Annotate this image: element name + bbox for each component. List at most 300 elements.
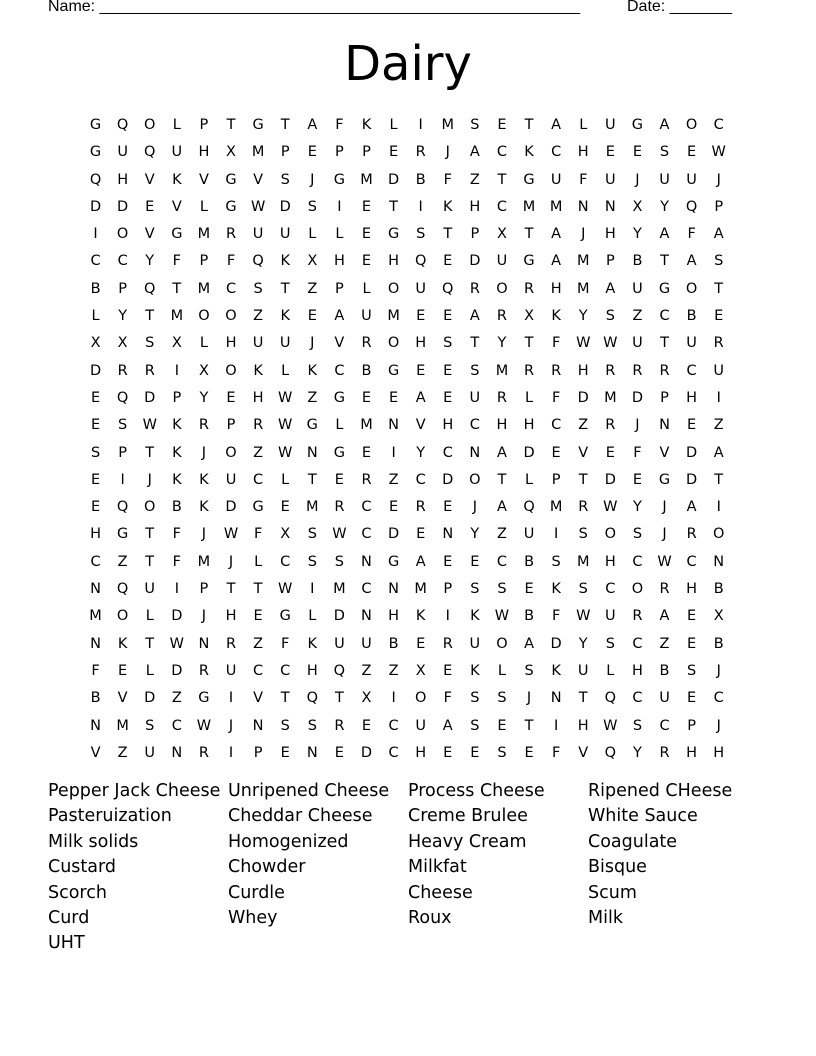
grid-letter[interactable]: H xyxy=(496,417,508,434)
grid-letter[interactable]: M xyxy=(387,308,400,325)
grid-letter[interactable]: E xyxy=(361,717,372,734)
grid-letter[interactable]: F xyxy=(551,608,561,625)
grid-letter[interactable]: H xyxy=(604,226,616,243)
grid-letter[interactable]: S xyxy=(470,690,480,707)
grid-letter[interactable]: E xyxy=(443,662,453,679)
grid-letter[interactable]: P xyxy=(714,198,724,215)
grid-letter[interactable]: L xyxy=(606,662,615,679)
grid-letter[interactable]: E xyxy=(524,581,534,598)
grid-letter[interactable]: M xyxy=(549,499,563,516)
grid-letter[interactable]: V xyxy=(253,690,264,707)
grid-letter[interactable]: S xyxy=(632,526,643,543)
grid-letter[interactable]: P xyxy=(253,744,263,761)
grid-letter[interactable]: N xyxy=(361,553,372,570)
grid-letter[interactable]: B xyxy=(686,308,697,325)
grid-letter[interactable]: S xyxy=(280,171,290,188)
grid-letter[interactable]: J xyxy=(526,690,532,707)
grid-letter[interactable]: D xyxy=(442,471,454,488)
grid-letter[interactable]: K xyxy=(280,308,290,325)
grid-letter[interactable]: J xyxy=(201,444,207,461)
grid-letter[interactable]: N xyxy=(90,635,101,652)
grid-letter[interactable]: D xyxy=(89,198,102,215)
grid-letter[interactable]: H xyxy=(252,389,264,406)
grid-letter[interactable]: T xyxy=(145,308,155,325)
grid-letter[interactable]: D xyxy=(144,389,156,406)
grid-letter[interactable]: E xyxy=(416,635,426,652)
grid-letter[interactable]: S xyxy=(632,717,643,734)
grid-letter[interactable]: S xyxy=(497,690,507,707)
grid-letter[interactable]: T xyxy=(145,553,155,570)
grid-letter[interactable]: I xyxy=(310,581,315,598)
grid-letter[interactable]: Y xyxy=(416,444,426,461)
grid-letter[interactable]: K xyxy=(172,171,182,188)
grid-letter[interactable]: T xyxy=(497,171,507,188)
grid-letter[interactable]: T xyxy=(470,335,480,352)
grid-letter[interactable]: L xyxy=(281,362,290,379)
grid-letter[interactable]: I xyxy=(716,389,721,406)
grid-letter[interactable]: L xyxy=(308,608,317,625)
grid-letter[interactable]: F xyxy=(551,744,561,761)
grid-letter[interactable]: W xyxy=(278,444,293,461)
grid-letter[interactable]: R xyxy=(551,362,562,379)
grid-letter[interactable]: J xyxy=(228,553,234,570)
grid-letter[interactable]: S xyxy=(659,144,670,161)
grid-letter[interactable]: A xyxy=(415,389,426,406)
grid-letter[interactable]: H xyxy=(90,526,101,543)
grid-letter[interactable]: G xyxy=(387,362,400,379)
grid-letter[interactable]: Z xyxy=(307,280,318,297)
grid-letter[interactable]: C xyxy=(632,635,643,652)
grid-letter[interactable]: W xyxy=(278,389,293,406)
grid-letter[interactable]: T xyxy=(443,226,453,243)
grid-letter[interactable]: M xyxy=(197,226,211,243)
grid-letter[interactable]: T xyxy=(280,690,290,707)
grid-letter[interactable]: F xyxy=(633,444,642,461)
grid-letter[interactable]: D xyxy=(550,635,562,652)
grid-letter[interactable]: R xyxy=(469,280,480,297)
grid-letter[interactable]: V xyxy=(578,444,589,461)
grid-letter[interactable]: P xyxy=(172,389,182,406)
grid-letter[interactable]: B xyxy=(90,690,101,707)
grid-letter[interactable]: M xyxy=(197,553,211,570)
grid-letter[interactable]: U xyxy=(469,389,481,406)
grid-letter[interactable]: B xyxy=(388,635,399,652)
grid-letter[interactable]: K xyxy=(415,608,426,625)
grid-letter[interactable]: C xyxy=(171,717,182,734)
grid-letter[interactable]: R xyxy=(713,335,724,352)
grid-letter[interactable]: U xyxy=(605,171,616,188)
grid-letter[interactable]: D xyxy=(171,662,183,679)
grid-letter[interactable]: L xyxy=(335,226,344,243)
grid-letter[interactable]: Z xyxy=(388,662,399,679)
grid-letter[interactable]: O xyxy=(496,280,508,297)
grid-letter[interactable]: W xyxy=(576,335,591,352)
grid-letter[interactable]: I xyxy=(418,198,423,215)
grid-letter[interactable]: M xyxy=(116,717,129,734)
grid-letter[interactable]: V xyxy=(253,171,264,188)
grid-letter[interactable]: R xyxy=(442,635,453,652)
grid-letter[interactable]: R xyxy=(144,362,155,379)
grid-letter[interactable]: U xyxy=(117,144,128,161)
grid-letter[interactable]: Z xyxy=(632,308,643,325)
grid-letter[interactable]: K xyxy=(280,253,290,270)
grid-letter[interactable]: G xyxy=(252,499,264,516)
grid-letter[interactable]: P xyxy=(118,444,128,461)
grid-letter[interactable]: Q xyxy=(144,144,156,161)
grid-letter[interactable]: U xyxy=(361,635,372,652)
grid-letter[interactable]: V xyxy=(144,171,155,188)
grid-letter[interactable]: I xyxy=(391,690,396,707)
grid-letter[interactable]: H xyxy=(577,144,589,161)
grid-letter[interactable]: H xyxy=(415,744,427,761)
grid-letter[interactable]: S xyxy=(578,526,588,543)
grid-letter[interactable]: G xyxy=(387,226,400,243)
grid-letter[interactable]: U xyxy=(334,635,345,652)
grid-letter[interactable]: S xyxy=(497,581,507,598)
grid-letter[interactable]: J xyxy=(662,499,667,516)
grid-letter[interactable]: C xyxy=(253,662,264,679)
grid-letter[interactable]: S xyxy=(497,744,507,761)
grid-letter[interactable]: R xyxy=(659,744,670,761)
grid-letter[interactable]: F xyxy=(551,335,561,352)
grid-letter[interactable]: S xyxy=(443,335,453,352)
grid-letter[interactable]: J xyxy=(635,171,640,188)
grid-letter[interactable]: V xyxy=(659,444,670,461)
grid-letter[interactable]: A xyxy=(659,226,670,243)
grid-letter[interactable]: V xyxy=(171,198,182,215)
grid-letter[interactable]: U xyxy=(144,744,156,761)
grid-letter[interactable]: E xyxy=(361,198,372,215)
grid-letter[interactable]: D xyxy=(171,608,183,625)
grid-letter[interactable]: D xyxy=(360,744,373,761)
grid-letter[interactable]: X xyxy=(713,608,724,625)
grid-letter[interactable]: C xyxy=(496,553,508,570)
grid-letter[interactable]: P xyxy=(118,280,128,297)
grid-letter[interactable]: U xyxy=(225,662,237,679)
grid-letter[interactable]: H xyxy=(388,608,400,625)
grid-letter[interactable]: E xyxy=(687,608,697,625)
grid-letter[interactable]: C xyxy=(496,144,508,161)
grid-letter[interactable]: Q xyxy=(116,389,129,406)
grid-letter[interactable]: T xyxy=(578,690,588,707)
grid-letter[interactable]: O xyxy=(225,308,237,325)
grid-letter[interactable]: C xyxy=(388,717,399,734)
grid-letter[interactable]: O xyxy=(225,362,237,379)
grid-letter[interactable]: L xyxy=(254,553,263,570)
grid-letter[interactable]: N xyxy=(306,444,318,461)
grid-letter[interactable]: B xyxy=(524,608,535,625)
grid-letter[interactable]: Y xyxy=(632,744,642,761)
grid-letter[interactable]: R xyxy=(686,526,697,543)
grid-letter[interactable]: A xyxy=(496,444,507,461)
grid-letter[interactable]: M xyxy=(360,171,373,188)
grid-letter[interactable]: E xyxy=(470,744,480,761)
grid-letter[interactable]: G xyxy=(225,198,237,215)
grid-letter[interactable]: Z xyxy=(117,553,128,570)
grid-letter[interactable]: A xyxy=(496,499,507,516)
grid-letter[interactable]: R xyxy=(632,362,643,379)
grid-letter[interactable]: Z xyxy=(388,471,399,488)
grid-letter[interactable]: T xyxy=(253,581,263,598)
grid-letter[interactable]: U xyxy=(469,635,481,652)
grid-letter[interactable]: D xyxy=(89,362,102,379)
grid-letter[interactable]: I xyxy=(716,499,721,516)
grid-letter[interactable]: M xyxy=(306,499,319,516)
grid-letter[interactable]: B xyxy=(90,280,101,297)
grid-letter[interactable]: E xyxy=(687,635,697,652)
grid-letter[interactable]: Q xyxy=(144,280,156,297)
grid-letter[interactable]: E xyxy=(443,499,453,516)
grid-letter[interactable]: O xyxy=(685,117,698,133)
grid-letter[interactable]: O xyxy=(116,608,129,625)
grid-letter[interactable]: X xyxy=(90,335,101,352)
grid-letter[interactable]: C xyxy=(361,499,372,516)
grid-letter[interactable]: T xyxy=(226,581,236,598)
grid-letter[interactable]: E xyxy=(687,144,697,161)
grid-letter[interactable]: W xyxy=(250,198,266,215)
grid-letter[interactable]: W xyxy=(169,635,184,652)
grid-letter[interactable]: U xyxy=(577,662,589,679)
grid-letter[interactable]: A xyxy=(659,117,670,133)
grid-letter[interactable]: L xyxy=(199,335,208,352)
grid-letter[interactable]: V xyxy=(334,335,345,352)
grid-letter[interactable]: H xyxy=(604,553,616,570)
grid-letter[interactable]: N xyxy=(713,553,725,570)
grid-letter[interactable]: S xyxy=(307,553,317,570)
grid-letter[interactable]: C xyxy=(90,253,101,270)
grid-letter[interactable]: X xyxy=(524,308,535,325)
grid-letter[interactable]: M xyxy=(495,362,509,379)
grid-letter[interactable]: R xyxy=(496,389,507,406)
grid-letter[interactable]: P xyxy=(470,226,480,243)
grid-letter[interactable]: D xyxy=(117,198,129,215)
grid-letter[interactable]: R xyxy=(524,280,535,297)
grid-letter[interactable]: E xyxy=(90,417,101,434)
grid-letter[interactable]: E xyxy=(361,389,372,406)
grid-letter[interactable]: Z xyxy=(361,662,372,679)
grid-letter[interactable]: U xyxy=(523,526,535,543)
grid-letter[interactable]: O xyxy=(469,471,481,488)
grid-letter[interactable]: E xyxy=(470,553,480,570)
grid-letter[interactable]: E xyxy=(443,362,453,379)
grid-letter[interactable]: C xyxy=(686,553,697,570)
grid-letter[interactable]: G xyxy=(658,280,671,297)
grid-letter[interactable]: U xyxy=(225,471,237,488)
grid-letter[interactable]: R xyxy=(198,662,209,679)
grid-letter[interactable]: M xyxy=(360,417,373,434)
grid-letter[interactable]: E xyxy=(118,662,128,679)
grid-letter[interactable]: S xyxy=(470,117,480,133)
grid-letter[interactable]: V xyxy=(415,417,426,434)
grid-letter[interactable]: I xyxy=(337,198,342,215)
grid-letter[interactable]: D xyxy=(333,608,345,625)
grid-letter[interactable]: D xyxy=(387,171,400,188)
grid-letter[interactable]: U xyxy=(632,280,643,297)
grid-letter[interactable]: J xyxy=(662,526,667,543)
grid-letter[interactable]: U xyxy=(415,280,426,297)
grid-letter[interactable]: U xyxy=(361,308,372,325)
grid-letter[interactable]: N xyxy=(577,198,589,215)
grid-letter[interactable]: T xyxy=(145,444,155,461)
grid-letter[interactable]: L xyxy=(308,226,317,243)
grid-letter[interactable]: C xyxy=(713,690,724,707)
grid-letter[interactable]: C xyxy=(659,717,670,734)
grid-letter[interactable]: I xyxy=(120,471,125,488)
grid-letter[interactable]: Y xyxy=(118,308,128,325)
grid-letter[interactable]: T xyxy=(307,471,317,488)
grid-letter[interactable]: R xyxy=(334,717,345,734)
grid-letter[interactable]: G xyxy=(198,690,210,707)
grid-letter[interactable]: C xyxy=(280,553,291,570)
grid-letter[interactable]: C xyxy=(90,553,101,570)
grid-letter[interactable]: A xyxy=(551,253,562,270)
grid-letter[interactable]: S xyxy=(334,553,344,570)
grid-letter[interactable]: Q xyxy=(116,499,129,516)
grid-letter[interactable]: H xyxy=(686,581,698,598)
grid-letter[interactable]: N xyxy=(388,417,399,434)
grid-letter[interactable]: Z xyxy=(253,444,264,461)
grid-letter[interactable]: G xyxy=(117,526,129,543)
grid-letter[interactable]: A xyxy=(686,253,697,270)
grid-letter[interactable]: E xyxy=(361,226,372,243)
grid-letter[interactable]: K xyxy=(199,471,209,488)
grid-letter[interactable]: D xyxy=(387,526,400,543)
grid-letter[interactable]: I xyxy=(228,744,234,761)
grid-letter[interactable]: L xyxy=(172,117,181,133)
grid-letter[interactable]: Q xyxy=(116,117,129,133)
grid-letter[interactable]: H xyxy=(117,171,129,188)
grid-letter[interactable]: S xyxy=(687,662,697,679)
grid-letter[interactable]: S xyxy=(145,335,155,352)
grid-letter[interactable]: H xyxy=(415,335,427,352)
grid-letter[interactable]: R xyxy=(659,362,670,379)
grid-letter[interactable]: C xyxy=(686,362,697,379)
grid-letter[interactable]: W xyxy=(142,417,157,434)
grid-letter[interactable]: A xyxy=(551,117,562,133)
grid-letter[interactable]: Y xyxy=(660,198,669,215)
grid-letter[interactable]: C xyxy=(253,471,264,488)
grid-letter[interactable]: T xyxy=(497,471,507,488)
grid-letter[interactable]: E xyxy=(497,117,507,133)
grid-letter[interactable]: F xyxy=(443,690,452,707)
grid-letter[interactable]: N xyxy=(659,417,670,434)
grid-letter[interactable]: E xyxy=(497,717,507,734)
grid-letter[interactable]: O xyxy=(144,117,156,133)
grid-letter[interactable]: P xyxy=(551,471,561,488)
grid-letter[interactable]: Y xyxy=(470,526,480,543)
grid-letter[interactable]: T xyxy=(660,253,669,270)
grid-letter[interactable]: G xyxy=(523,171,535,188)
grid-letter[interactable]: K xyxy=(361,117,372,133)
grid-letter[interactable]: I xyxy=(391,444,396,461)
grid-letter[interactable]: H xyxy=(686,389,698,406)
grid-letter[interactable]: O xyxy=(631,581,644,598)
grid-letter[interactable]: E xyxy=(524,744,534,761)
grid-letter[interactable]: M xyxy=(441,117,455,133)
grid-letter[interactable]: A xyxy=(415,553,426,570)
grid-letter[interactable]: M xyxy=(333,581,346,598)
grid-letter[interactable]: J xyxy=(310,171,315,188)
grid-letter[interactable]: Q xyxy=(306,690,318,707)
grid-letter[interactable]: O xyxy=(387,335,400,352)
grid-letter[interactable]: K xyxy=(551,581,561,598)
grid-letter[interactable]: O xyxy=(144,499,156,516)
grid-letter[interactable]: X xyxy=(198,362,209,379)
grid-letter[interactable]: N xyxy=(171,744,183,761)
grid-letter[interactable]: O xyxy=(116,226,129,243)
grid-letter[interactable]: K xyxy=(551,308,561,325)
grid-letter[interactable]: V xyxy=(578,744,589,761)
grid-letter[interactable]: D xyxy=(604,471,616,488)
grid-letter[interactable]: K xyxy=(253,362,263,379)
grid-letter[interactable]: H xyxy=(225,335,237,352)
grid-letter[interactable]: K xyxy=(172,444,182,461)
grid-letter[interactable]: U xyxy=(252,335,264,352)
grid-letter[interactable]: S xyxy=(90,444,101,461)
grid-letter[interactable]: A xyxy=(713,226,724,243)
grid-letter[interactable]: O xyxy=(225,444,237,461)
grid-letter[interactable]: D xyxy=(686,471,698,488)
grid-letter[interactable]: E xyxy=(443,553,453,570)
grid-letter[interactable]: U xyxy=(252,226,264,243)
grid-letter[interactable]: X xyxy=(496,226,507,243)
grid-letter[interactable]: M xyxy=(170,308,184,325)
grid-letter[interactable]: Y xyxy=(497,335,507,352)
grid-letter[interactable]: C xyxy=(334,362,345,379)
grid-letter[interactable]: L xyxy=(389,117,398,133)
grid-letter[interactable]: R xyxy=(198,417,209,434)
grid-letter[interactable]: H xyxy=(442,417,454,434)
grid-letter[interactable]: O xyxy=(712,526,725,543)
grid-letter[interactable]: O xyxy=(685,280,698,297)
grid-letter[interactable]: E xyxy=(443,389,453,406)
grid-letter[interactable]: F xyxy=(443,171,452,188)
grid-letter[interactable]: W xyxy=(332,526,347,543)
grid-letter[interactable]: N xyxy=(90,717,101,734)
grid-letter[interactable]: F xyxy=(172,526,181,543)
grid-letter[interactable]: A xyxy=(551,226,562,243)
grid-letter[interactable]: K xyxy=(470,608,480,625)
grid-letter[interactable]: J xyxy=(472,499,477,516)
grid-letter[interactable]: J xyxy=(716,717,721,734)
grid-letter[interactable]: H xyxy=(523,417,535,434)
grid-letter[interactable]: E xyxy=(307,144,317,161)
grid-letter[interactable]: A xyxy=(686,499,697,516)
grid-letter[interactable]: R xyxy=(415,144,426,161)
grid-letter[interactable]: L xyxy=(199,198,208,215)
grid-letter[interactable]: W xyxy=(196,717,212,734)
grid-letter[interactable]: O xyxy=(496,635,508,652)
grid-letter[interactable]: P xyxy=(199,253,209,270)
grid-letter[interactable]: H xyxy=(686,744,698,761)
grid-letter[interactable]: U xyxy=(605,117,616,133)
grid-letter[interactable]: B xyxy=(171,499,182,516)
grid-letter[interactable]: S xyxy=(470,581,480,598)
grid-letter[interactable]: U xyxy=(496,253,508,270)
grid-letter[interactable]: J xyxy=(635,417,640,434)
grid-letter[interactable]: C xyxy=(415,471,426,488)
grid-letter[interactable]: S xyxy=(605,308,615,325)
grid-letter[interactable]: I xyxy=(174,581,179,598)
grid-letter[interactable]: W xyxy=(657,553,672,570)
grid-letter[interactable]: C xyxy=(117,253,128,270)
grid-letter[interactable]: E xyxy=(280,744,290,761)
grid-letter[interactable]: Q xyxy=(252,253,264,270)
grid-letter[interactable]: T xyxy=(145,526,155,543)
grid-letter[interactable]: E xyxy=(416,308,426,325)
grid-letter[interactable]: E xyxy=(605,444,615,461)
grid-letter[interactable]: V xyxy=(90,744,101,761)
